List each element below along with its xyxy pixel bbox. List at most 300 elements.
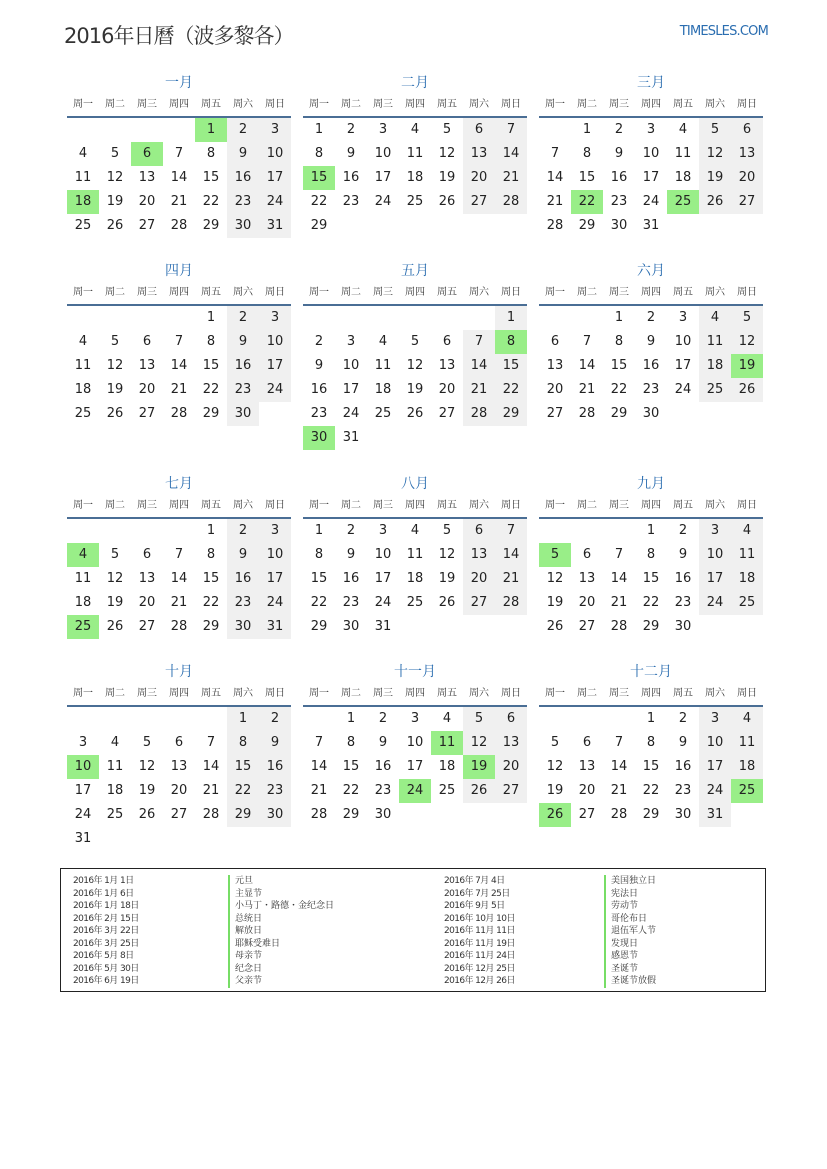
day-cell: 15 bbox=[310, 571, 328, 586]
holiday-day-cell: 19 bbox=[463, 755, 495, 779]
day-cell: 7 bbox=[614, 735, 624, 750]
weekday-label: 周五 bbox=[437, 99, 457, 110]
day-cell: 2 bbox=[227, 519, 259, 543]
day-cell: 16 bbox=[610, 170, 628, 185]
day-cell: 10 bbox=[642, 146, 660, 161]
day-cell: 10 bbox=[699, 543, 731, 567]
day-cell: 26 bbox=[106, 218, 124, 233]
day-cell: 18 bbox=[406, 571, 424, 586]
empty-cell bbox=[399, 306, 431, 330]
weekday-label: 周四 bbox=[169, 99, 189, 110]
weekday-label: 周六 bbox=[469, 500, 489, 511]
empty-cell bbox=[163, 306, 195, 330]
holiday-day-cell: 10 bbox=[67, 755, 99, 779]
day-cell: 20 bbox=[731, 166, 763, 190]
weekday-header bbox=[67, 94, 291, 118]
weekday-label: 周三 bbox=[137, 99, 157, 110]
day-cell: 14 bbox=[610, 759, 628, 774]
day-cell: 8 bbox=[314, 547, 324, 562]
day-cell: 15 bbox=[610, 358, 628, 373]
day-cell: 12 bbox=[699, 142, 731, 166]
day-cell: 4 bbox=[410, 122, 420, 137]
day-cell: 15 bbox=[227, 755, 259, 779]
weekday-label: 周三 bbox=[137, 287, 157, 298]
holiday-date: 2016年 5月 30日 bbox=[73, 963, 139, 974]
day-cell: 27 bbox=[546, 406, 564, 421]
day-cell: 31 bbox=[342, 430, 360, 445]
weekday-label: 周六 bbox=[233, 287, 253, 298]
holiday-date: 2016年 1月 18日 bbox=[73, 901, 139, 911]
day-cell: 22 bbox=[610, 382, 628, 397]
day-cell: 7 bbox=[174, 334, 184, 349]
day-cell: 7 bbox=[206, 735, 216, 750]
day-cell: 25 bbox=[374, 406, 392, 421]
day-cell: 26 bbox=[463, 779, 495, 803]
empty-cell bbox=[99, 707, 131, 731]
holiday-day-cell: 26 bbox=[539, 803, 571, 827]
day-cell: 8 bbox=[582, 146, 592, 161]
day-cell: 2 bbox=[614, 122, 624, 137]
month-11 bbox=[303, 661, 527, 827]
weekday-label: 周六 bbox=[705, 500, 725, 511]
weekday-label: 周一 bbox=[73, 500, 93, 511]
day-cell: 29 bbox=[495, 402, 527, 426]
weekday-label: 周三 bbox=[609, 287, 629, 298]
day-cell: 27 bbox=[438, 406, 456, 421]
weekday-label: 周六 bbox=[705, 287, 725, 298]
day-cell: 6 bbox=[442, 334, 452, 349]
month-title: 二月 bbox=[401, 75, 429, 91]
weekday-label: 周六 bbox=[705, 99, 725, 110]
day-cell: 11 bbox=[374, 358, 392, 373]
day-cell: 25 bbox=[406, 595, 424, 610]
day-grid bbox=[539, 306, 763, 426]
day-cell: 9 bbox=[227, 543, 259, 567]
day-grid bbox=[539, 519, 763, 639]
day-cell: 16 bbox=[374, 759, 392, 774]
day-cell: 4 bbox=[378, 334, 388, 349]
day-cell: 11 bbox=[106, 759, 124, 774]
day-cell: 26 bbox=[406, 406, 424, 421]
weekday-label: 周一 bbox=[545, 688, 565, 699]
day-cell: 11 bbox=[74, 358, 92, 373]
day-cell: 9 bbox=[227, 330, 259, 354]
day-cell: 26 bbox=[731, 378, 763, 402]
day-cell: 5 bbox=[110, 334, 120, 349]
holiday-date: 2016年 9月 5日 bbox=[444, 901, 505, 911]
weekday-label: 周日 bbox=[265, 688, 285, 699]
day-cell: 22 bbox=[310, 194, 328, 209]
day-cell: 18 bbox=[731, 567, 763, 591]
day-cell: 18 bbox=[406, 170, 424, 185]
weekday-label: 周五 bbox=[201, 688, 221, 699]
day-cell: 29 bbox=[310, 218, 328, 233]
day-cell: 7 bbox=[174, 146, 184, 161]
day-cell: 23 bbox=[610, 194, 628, 209]
weekday-label: 周五 bbox=[201, 287, 221, 298]
day-cell: 27 bbox=[138, 218, 156, 233]
holiday-date: 2016年 5月 8日 bbox=[73, 951, 134, 961]
day-cell: 22 bbox=[202, 595, 220, 610]
day-cell: 27 bbox=[578, 807, 596, 822]
day-cell: 2 bbox=[346, 122, 356, 137]
day-cell: 30 bbox=[674, 807, 692, 822]
weekday-label: 周四 bbox=[641, 500, 661, 511]
weekday-header bbox=[303, 282, 527, 306]
day-cell: 28 bbox=[170, 406, 188, 421]
weekday-header bbox=[539, 683, 763, 707]
holiday-date: 2016年 7月 25日 bbox=[444, 888, 510, 899]
empty-cell bbox=[303, 707, 335, 731]
day-cell: 14 bbox=[170, 358, 188, 373]
weekday-label: 周一 bbox=[309, 500, 329, 511]
day-cell: 15 bbox=[202, 571, 220, 586]
day-cell: 13 bbox=[138, 571, 156, 586]
day-cell: 31 bbox=[74, 831, 92, 846]
month-title: 十二月 bbox=[630, 664, 672, 680]
day-cell: 18 bbox=[699, 354, 731, 378]
day-cell: 1 bbox=[495, 306, 527, 330]
day-cell: 18 bbox=[438, 759, 456, 774]
day-cell: 19 bbox=[106, 382, 124, 397]
day-cell: 23 bbox=[374, 783, 392, 798]
day-grid bbox=[303, 306, 527, 450]
empty-cell bbox=[539, 118, 571, 142]
weekday-label: 周四 bbox=[405, 688, 425, 699]
weekday-label: 周五 bbox=[437, 500, 457, 511]
day-cell: 23 bbox=[310, 406, 328, 421]
day-cell: 30 bbox=[227, 214, 259, 238]
day-cell: 7 bbox=[614, 547, 624, 562]
day-cell: 24 bbox=[674, 382, 692, 397]
day-cell: 28 bbox=[170, 218, 188, 233]
empty-cell bbox=[431, 306, 463, 330]
month-3 bbox=[539, 72, 763, 238]
empty-cell bbox=[539, 519, 571, 543]
weekday-label: 周五 bbox=[437, 287, 457, 298]
day-cell: 17 bbox=[674, 358, 692, 373]
day-cell: 12 bbox=[546, 571, 564, 586]
day-cell: 8 bbox=[346, 735, 356, 750]
holiday-day-cell: 25 bbox=[67, 615, 99, 639]
day-cell: 17 bbox=[406, 759, 424, 774]
day-cell: 21 bbox=[546, 194, 564, 209]
day-cell: 13 bbox=[170, 759, 188, 774]
day-cell: 25 bbox=[74, 218, 92, 233]
day-cell: 4 bbox=[699, 306, 731, 330]
holiday-name: 圣诞节放假 bbox=[604, 975, 656, 988]
day-cell: 17 bbox=[259, 166, 291, 190]
day-cell: 31 bbox=[374, 619, 392, 634]
day-cell: 22 bbox=[642, 783, 660, 798]
day-cell: 16 bbox=[674, 571, 692, 586]
weekday-header bbox=[303, 683, 527, 707]
weekday-label: 周日 bbox=[501, 500, 521, 511]
day-cell: 5 bbox=[442, 122, 452, 137]
weekday-label: 周六 bbox=[233, 500, 253, 511]
day-cell: 4 bbox=[731, 707, 763, 731]
holiday-day-cell: 4 bbox=[67, 543, 99, 567]
month-title: 三月 bbox=[637, 75, 665, 91]
day-cell: 5 bbox=[110, 547, 120, 562]
empty-cell bbox=[571, 519, 603, 543]
day-cell: 26 bbox=[438, 595, 456, 610]
day-cell: 15 bbox=[642, 759, 660, 774]
weekday-label: 周一 bbox=[545, 99, 565, 110]
weekday-label: 周二 bbox=[105, 688, 125, 699]
day-cell: 10 bbox=[406, 735, 424, 750]
holiday-date: 2016年 2月 15日 bbox=[73, 913, 139, 924]
day-cell: 15 bbox=[202, 170, 220, 185]
day-cell: 24 bbox=[259, 190, 291, 214]
day-cell: 5 bbox=[410, 334, 420, 349]
weekday-label: 周一 bbox=[73, 99, 93, 110]
day-cell: 21 bbox=[170, 595, 188, 610]
holiday-date: 2016年 11月 24日 bbox=[444, 951, 515, 961]
day-cell: 5 bbox=[463, 707, 495, 731]
empty-cell bbox=[335, 306, 367, 330]
holiday-day-cell: 25 bbox=[731, 779, 763, 803]
empty-cell bbox=[131, 306, 163, 330]
day-cell: 21 bbox=[578, 382, 596, 397]
day-cell: 10 bbox=[259, 543, 291, 567]
day-cell: 8 bbox=[227, 731, 259, 755]
day-cell: 16 bbox=[310, 382, 328, 397]
day-cell: 26 bbox=[699, 190, 731, 214]
day-cell: 14 bbox=[546, 170, 564, 185]
weekday-label: 周六 bbox=[469, 99, 489, 110]
day-cell: 24 bbox=[259, 378, 291, 402]
holiday-name: 元旦 bbox=[228, 875, 334, 888]
weekday-label: 周二 bbox=[105, 500, 125, 511]
day-cell: 14 bbox=[170, 571, 188, 586]
day-cell: 14 bbox=[310, 759, 328, 774]
holiday-name: 退伍军人节 bbox=[604, 925, 656, 938]
day-cell: 2 bbox=[227, 118, 259, 142]
month-8 bbox=[303, 473, 527, 639]
day-cell: 3 bbox=[699, 707, 731, 731]
weekday-label: 周五 bbox=[201, 99, 221, 110]
weekday-label: 周二 bbox=[577, 688, 597, 699]
day-cell: 27 bbox=[138, 619, 156, 634]
day-cell: 21 bbox=[170, 194, 188, 209]
day-grid bbox=[303, 118, 527, 238]
day-cell: 18 bbox=[74, 382, 92, 397]
holiday-name: 小马丁・路德・金纪念日 bbox=[228, 900, 334, 913]
month-1 bbox=[67, 72, 291, 238]
holiday-date: 2016年 11月 11日 bbox=[444, 926, 515, 936]
month-12 bbox=[539, 661, 763, 827]
day-cell: 1 bbox=[646, 711, 656, 726]
empty-cell bbox=[539, 306, 571, 330]
day-cell: 13 bbox=[438, 358, 456, 373]
day-cell: 25 bbox=[731, 591, 763, 615]
day-cell: 12 bbox=[106, 358, 124, 373]
weekday-label: 周日 bbox=[737, 287, 757, 298]
day-cell: 21 bbox=[610, 595, 628, 610]
weekday-label: 周日 bbox=[737, 500, 757, 511]
day-cell: 1 bbox=[346, 711, 356, 726]
day-cell: 21 bbox=[610, 783, 628, 798]
weekday-label: 周二 bbox=[577, 99, 597, 110]
month-title: 七月 bbox=[165, 476, 193, 492]
holiday-date: 2016年 10月 10日 bbox=[444, 913, 515, 924]
weekday-label: 周四 bbox=[641, 688, 661, 699]
holiday-date-column bbox=[444, 875, 515, 988]
day-cell: 5 bbox=[699, 118, 731, 142]
day-cell: 8 bbox=[614, 334, 624, 349]
day-cell: 2 bbox=[227, 306, 259, 330]
day-cell: 26 bbox=[546, 619, 564, 634]
day-cell: 5 bbox=[110, 146, 120, 161]
weekday-label: 周二 bbox=[341, 688, 361, 699]
day-cell: 29 bbox=[642, 807, 660, 822]
weekday-label: 周三 bbox=[373, 688, 393, 699]
day-cell: 1 bbox=[646, 523, 656, 538]
day-cell: 3 bbox=[678, 310, 688, 325]
day-cell: 26 bbox=[106, 406, 124, 421]
holiday-day-cell: 22 bbox=[571, 190, 603, 214]
month-title: 九月 bbox=[637, 476, 665, 492]
day-cell: 24 bbox=[259, 591, 291, 615]
day-cell: 29 bbox=[202, 218, 220, 233]
month-10 bbox=[67, 661, 291, 851]
day-cell: 18 bbox=[674, 170, 692, 185]
day-cell: 22 bbox=[642, 595, 660, 610]
day-cell: 2 bbox=[314, 334, 324, 349]
day-cell: 17 bbox=[374, 170, 392, 185]
weekday-label: 周二 bbox=[341, 99, 361, 110]
weekday-label: 周日 bbox=[501, 287, 521, 298]
weekday-label: 周五 bbox=[673, 500, 693, 511]
day-cell: 13 bbox=[463, 543, 495, 567]
day-cell: 22 bbox=[342, 783, 360, 798]
day-cell: 23 bbox=[642, 382, 660, 397]
weekday-label: 周四 bbox=[405, 500, 425, 511]
weekday-header bbox=[539, 94, 763, 118]
weekday-label: 周三 bbox=[609, 688, 629, 699]
day-cell: 4 bbox=[110, 735, 120, 750]
day-cell: 7 bbox=[463, 330, 495, 354]
day-cell: 9 bbox=[346, 146, 356, 161]
day-cell: 25 bbox=[699, 378, 731, 402]
holiday-name: 美国独立日 bbox=[604, 875, 656, 888]
day-cell: 20 bbox=[463, 166, 495, 190]
empty-cell bbox=[571, 707, 603, 731]
day-cell: 30 bbox=[227, 615, 259, 639]
day-cell: 19 bbox=[106, 194, 124, 209]
day-cell: 14 bbox=[202, 759, 220, 774]
holiday-name: 总统日 bbox=[228, 913, 334, 926]
weekday-label: 周四 bbox=[641, 99, 661, 110]
empty-cell bbox=[67, 707, 99, 731]
day-cell: 29 bbox=[202, 406, 220, 421]
day-cell: 9 bbox=[678, 735, 688, 750]
day-cell: 12 bbox=[731, 330, 763, 354]
day-cell: 20 bbox=[138, 194, 156, 209]
weekday-header bbox=[539, 282, 763, 306]
day-cell: 6 bbox=[463, 519, 495, 543]
day-cell: 5 bbox=[442, 523, 452, 538]
day-grid bbox=[539, 707, 763, 827]
day-cell: 18 bbox=[374, 382, 392, 397]
day-cell: 7 bbox=[495, 519, 527, 543]
day-cell: 29 bbox=[342, 807, 360, 822]
day-cell: 24 bbox=[374, 595, 392, 610]
day-cell: 9 bbox=[259, 731, 291, 755]
day-cell: 18 bbox=[74, 595, 92, 610]
month-title: 四月 bbox=[165, 263, 193, 279]
day-cell: 14 bbox=[578, 358, 596, 373]
day-cell: 24 bbox=[342, 406, 360, 421]
holiday-day-cell: 11 bbox=[431, 731, 463, 755]
holiday-day-cell: 6 bbox=[131, 142, 163, 166]
day-cell: 17 bbox=[699, 755, 731, 779]
weekday-header bbox=[67, 683, 291, 707]
day-cell: 12 bbox=[463, 731, 495, 755]
holiday-name: 发现日 bbox=[604, 938, 656, 951]
day-cell: 20 bbox=[438, 382, 456, 397]
day-cell: 28 bbox=[202, 807, 220, 822]
weekday-label: 周五 bbox=[437, 688, 457, 699]
day-cell: 8 bbox=[206, 547, 216, 562]
day-cell: 18 bbox=[731, 755, 763, 779]
day-cell: 13 bbox=[578, 571, 596, 586]
day-cell: 10 bbox=[374, 547, 392, 562]
empty-cell bbox=[463, 306, 495, 330]
weekday-header bbox=[67, 495, 291, 519]
day-cell: 11 bbox=[731, 731, 763, 755]
day-grid bbox=[539, 118, 763, 238]
day-cell: 29 bbox=[578, 218, 596, 233]
month-5 bbox=[303, 260, 527, 450]
holiday-name: 父亲节 bbox=[228, 975, 334, 988]
day-cell: 13 bbox=[731, 142, 763, 166]
day-cell: 20 bbox=[170, 783, 188, 798]
day-grid bbox=[67, 118, 291, 238]
day-cell: 23 bbox=[342, 595, 360, 610]
day-cell: 4 bbox=[731, 519, 763, 543]
day-cell: 19 bbox=[438, 170, 456, 185]
day-cell: 12 bbox=[438, 146, 456, 161]
weekday-label: 周二 bbox=[577, 500, 597, 511]
empty-cell bbox=[571, 306, 603, 330]
holiday-day-cell: 30 bbox=[303, 426, 335, 450]
weekday-label: 周一 bbox=[309, 99, 329, 110]
day-cell: 11 bbox=[731, 543, 763, 567]
day-cell: 15 bbox=[202, 358, 220, 373]
day-cell: 16 bbox=[227, 354, 259, 378]
weekday-header bbox=[67, 282, 291, 306]
day-cell: 30 bbox=[342, 619, 360, 634]
day-cell: 9 bbox=[314, 358, 324, 373]
day-cell: 17 bbox=[374, 571, 392, 586]
day-cell: 30 bbox=[259, 803, 291, 827]
month-title: 十月 bbox=[165, 664, 193, 680]
day-cell: 13 bbox=[578, 759, 596, 774]
day-cell: 7 bbox=[314, 735, 324, 750]
day-cell: 1 bbox=[206, 523, 216, 538]
holiday-date-column bbox=[73, 875, 139, 988]
day-cell: 4 bbox=[678, 122, 688, 137]
weekday-label: 周日 bbox=[737, 688, 757, 699]
month-2 bbox=[303, 72, 527, 238]
weekday-label: 周二 bbox=[577, 287, 597, 298]
weekday-label: 周六 bbox=[233, 99, 253, 110]
day-cell: 28 bbox=[610, 619, 628, 634]
weekday-label: 周一 bbox=[73, 688, 93, 699]
holiday-day-cell: 5 bbox=[539, 543, 571, 567]
